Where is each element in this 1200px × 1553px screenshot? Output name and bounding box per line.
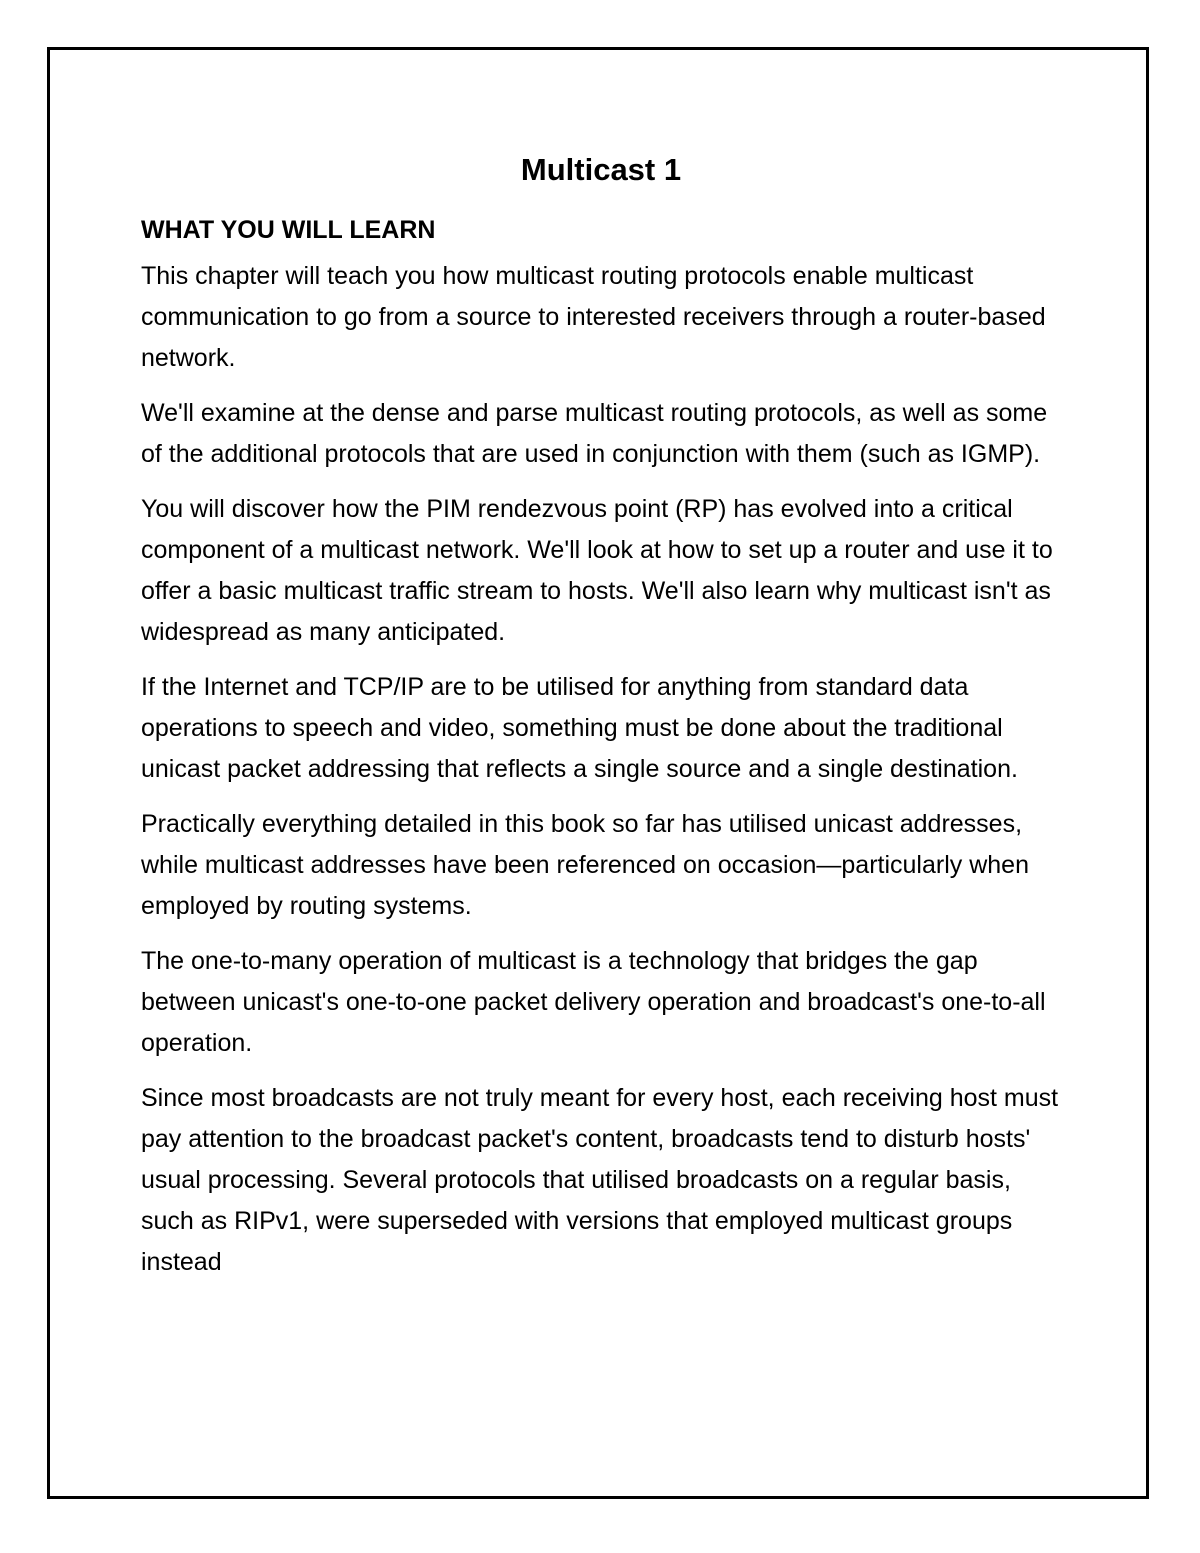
paragraph-6: The one-to-many operation of multicast is a technology that bridges the gap between unicast's one-to-one packet delivery operation and broadcast's one-to-all operation.: [141, 947, 1046, 1057]
paragraph-4: If the Internet and TCP/IP are to be utilised for anything from standard data operations to speech and video, something must be done about the traditional unicast packet addressing that reflects a single source and a single destination.: [141, 673, 1018, 783]
page-title: Multicast 1: [520, 152, 682, 187]
section-heading: WHAT YOU WILL LEARN: [141, 216, 436, 244]
document-body: [141, 148, 1061, 1283]
paragraph-2: We'll examine at the dense and parse multicast routing protocols, as well as some of the additional protocols that are used in conjunction with them (such as IGMP).: [141, 399, 1048, 468]
paragraph-1: This chapter will teach you how multicast routing protocols enable multicast communication to go from a source to interested receivers through a router-based network.: [141, 262, 1046, 372]
paragraph-5: Practically everything detailed in this book so far has utilised unicast addresses, while multicast addresses have been referenced on occasion—particularly when employed by routing systems.: [141, 810, 1029, 920]
paragraph-3: You will discover how the PIM rendezvous point (RP) has evolved into a critical component of a multicast network. We'll look at how to set up a router and use it to offer a basic multicast traffic stream to hosts. We'll also learn why multicast isn't as widespread as many anticipated.: [141, 495, 1053, 646]
paragraph-7: Since most broadcasts are not truly meant for every host, each receiving host must pay attention to the broadcast packet's content, broadcasts tend to disturb hosts' usual processing. Several protocols that utilised broadcasts on a regular basis, such as RIPv1, were superseded with versions that employed multicast groups instead: [141, 1084, 1059, 1276]
